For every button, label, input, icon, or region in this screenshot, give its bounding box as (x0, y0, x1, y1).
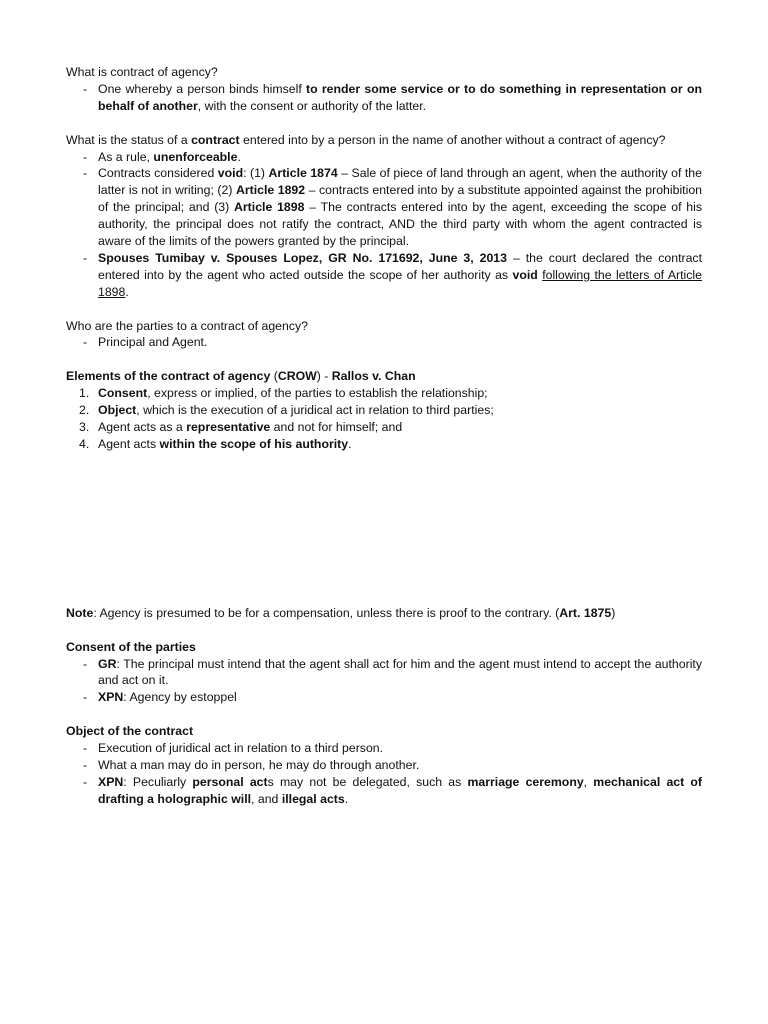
note: Note: Agency is presumed to be for a compensation, unless there is proof to the contrary. (Art. 1875) (66, 605, 616, 620)
blank-space (66, 453, 702, 605)
list-item: - XPN: Peculiarly personal acts may not be delegated, such as marriage ceremony, mechanical act of drafting a holographic will, and illegal acts. (83, 774, 703, 806)
bullet-dash: - (83, 81, 88, 96)
list-item: - Principal and Agent. (83, 335, 208, 350)
heading-object: Object of the contract (66, 724, 194, 739)
bullet-dash: - (83, 149, 88, 164)
list-item: - Execution of juridical act in relation to a third person. (83, 741, 384, 756)
question-contract-of-agency: What is contract of agency? (66, 65, 218, 79)
item-number: 2. (79, 403, 90, 418)
item-number: 4. (79, 436, 90, 451)
question-parties: Who are the parties to a contract of agency? (66, 318, 308, 333)
document-page (66, 64, 702, 808)
numbered-item: 2. Object, which is the execution of a juridical act in relation to third parties; (79, 403, 494, 418)
list-item: - As a rule, unenforceable. (83, 149, 241, 164)
item-number: 3. (79, 419, 90, 434)
underlined-reference: following the letters of Article 1898 (98, 267, 702, 299)
list-item: - What a man may do in person, he may do through another. (83, 757, 420, 772)
bullet-dash: - (83, 757, 88, 772)
list-item: - GR: The principal must intend that the agent shall act for him and the agent must intend to accept the authority and act on it. (83, 656, 702, 688)
numbered-item: 4. Agent acts within the scope of his authority. (79, 436, 352, 451)
list-item: - Spouses Tumibay v. Spouses Lopez, GR No. 171692, June 3, 2013 – the court declared the contract entered into by the agent who acted outside the scope of her authority as void following the letters of Article 1898. (83, 250, 702, 299)
heading-elements: Elements of the contract of agency (CROW) - Rallos v. Chan (66, 369, 416, 384)
list-item: - Contracts considered void: (1) Article 1874 – Sale of piece of land through an agent, when the authority of the latter is not in writing; (2) Article 1892 – contracts entered into by a substitute appointed against the prohibition of the principal; and (3) Article 1898 – The contracts entered into by the agent, exceeding the scope of his authority, the principal does not ratify the contract, AND the third party with whom the agent contracted is aware of the limits of the powers granted by the principal. (83, 166, 703, 249)
item-number: 1. (79, 386, 90, 401)
bullet-dash: - (83, 741, 88, 756)
question-status-of-contract: What is the status of a contract entered into by a person in the name of another without a contract of agency? (66, 132, 666, 147)
numbered-item: 3. Agent acts as a representative and not for himself; and (79, 419, 403, 434)
bullet-dash: - (83, 656, 88, 671)
bullet-dash: - (83, 335, 88, 350)
numbered-item: 1. Consent, express or implied, of the parties to establish the relationship; (79, 386, 488, 401)
bullet-dash: - (83, 774, 88, 789)
bullet-dash: - (83, 690, 88, 705)
heading-consent: Consent of the parties (66, 639, 196, 654)
bullet-dash: - (83, 250, 88, 265)
bullet-dash: - (83, 166, 88, 181)
list-item: - One whereby a person binds himself to render some service or to do something in representation or on behalf of another, with the consent or authority of the latter. (83, 81, 702, 113)
list-item: - XPN: Agency by estoppel (83, 690, 237, 705)
